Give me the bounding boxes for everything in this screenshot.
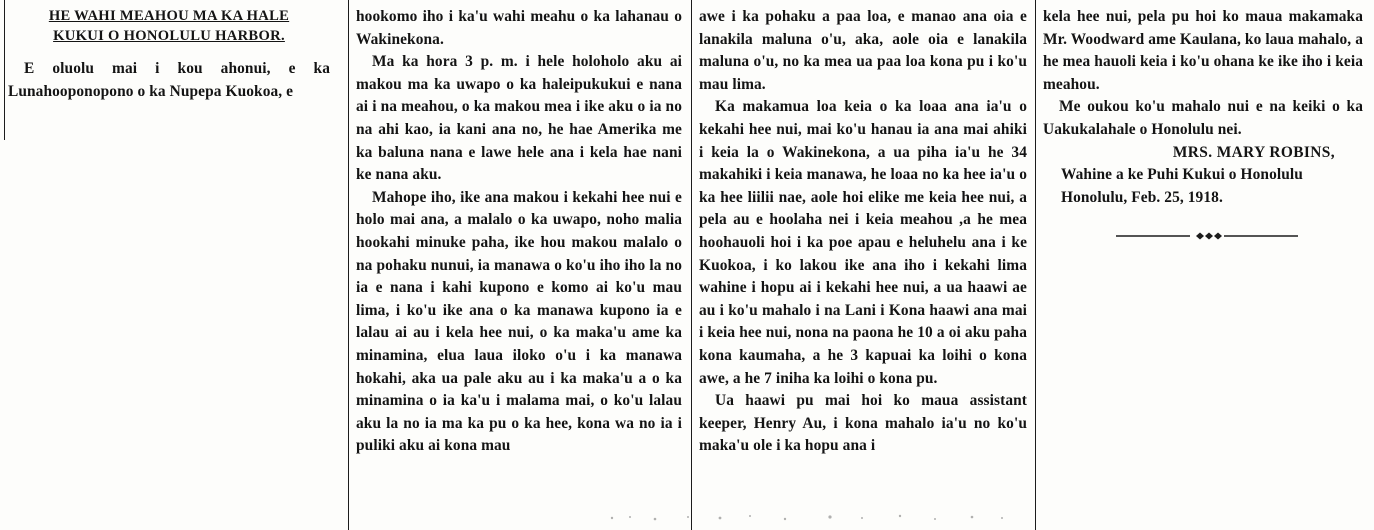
paragraph: Ka makamua loa keia o ka loaa ana ia'u o kekahi hee nui, mai ko'u hanau ia ana mai ahiki i keia la o Wakinekona, a ua piha ia'u he 34 makahiki i keia manawa, he loaa no ka hee ia'u o ka hee liilii nae, aole hoi elike me keia hee nui, a pela au e hoolaha nei i keia meahou ,a he mea hoohauoli hoi i ka poe apau e heluhelu ana i ke Kuokoa, i ko lakou ike ana iho i kekahi lima wahine i hopu ai i kekahi hee nui, a ua haawi ae au i ko'u mahalo i na Lani i Kona haawi ana mai i keia hee nui, nona na paona he 10 a oi aku paha kona kaumaha, a he 3 kapuai ka loihi o kona awe, a he 7 iniha ka loihi o kona pu. xyxy=(699,98,1027,387)
end-ornament-icon xyxy=(1116,231,1298,241)
signature-name: MRS. MARY ROBINS, xyxy=(1172,143,1335,161)
paragraph: Mahope iho, ike ana makou i kekahi hee nui e holo mai ana, a malalo o ka uwapo, noho malia hookahi minuke paha, ike hou makou malalo o na pohaku nunui, ia manawa o ko'u iho iho la no ia e nana i kahi kupono e komo ai ko'u mau lima, i ko'u ike ana o ka manawa kupono ia e lalau ai au i kela hee nui, o ka maka'u ame ka minamina, elua laua iloko o'u i ka manawa hokahi, aka ua pale aku au i ka maka'u a o ka minamina o ia ka'u i malama mai, o ko'u lalau aku la no ia ma ka pu o ka hee, kona wa no ia i puliki aku ai kona mau xyxy=(356,188,682,455)
column-rule-3 xyxy=(1035,0,1036,530)
signature-title: Wahine a ke Puhi Kukui o Honolulu xyxy=(1061,166,1303,184)
scan-noise xyxy=(600,512,1020,524)
column-1 xyxy=(8,6,330,103)
paragraph-continuation: hookomo iho i ka'u wahi meahu o ka lahanau o Wakinekona. xyxy=(356,8,682,48)
column-2 xyxy=(356,6,682,458)
column-rule-2 xyxy=(691,0,692,530)
paragraph: Ua haawi pu mai hoi ko maua assistant keeper, Henry Au, i kona mahalo ia'u no ko'u maka'u ole i ka hopu ana i xyxy=(699,392,1027,455)
article-intro: E oluolu mai i kou ahonui, e ka Lunahooponopono o ka Nupepa Kuokoa, e xyxy=(8,60,330,100)
headline-line-2: KUKUI O HONOLULU HARBOR. xyxy=(53,28,285,44)
headline-line-1: HE WAHI MEAHOU MA KA HALE xyxy=(48,8,290,24)
paragraph: Ma ka hora 3 p. m. i hele holoholo aku ai makou ma ka uwapo o ka haleipukukui e nana ai i na meahou, o ka makou mea i ike aku o ia no na ahi kao, ia kani ana no, he hae Amerika me ka baluna nana e lawe hele ana i kela hae nani ke nana aku. xyxy=(356,53,682,184)
column-3 xyxy=(699,6,1027,458)
column-rule-1 xyxy=(348,0,349,530)
article-headline xyxy=(8,6,330,46)
column-rule-left xyxy=(4,0,5,140)
signature-date: Honolulu, Feb. 25, 1918. xyxy=(1061,188,1223,206)
paragraph: Me oukou ko'u mahalo nui e na keiki o ka Uakukalahale o Honolulu nei. xyxy=(1043,98,1363,138)
column-4 xyxy=(1043,6,1363,209)
paragraph-continuation: kela hee nui, pela pu hoi ko maua makamaka Mr. Woodward ame Kaulana, ko laua mahalo, a he mea hauoli keia i ko'u ohana ke ike iho i keia meahou. xyxy=(1043,8,1363,93)
paragraph-continuation: awe i ka pohaku a paa loa, e manao ana oia e lanakila maluna o'u, aka, aole oia e lanakila maluna o'u, no ka mea ua paa loa kona pu i ko'u mau lima. xyxy=(699,8,1027,93)
